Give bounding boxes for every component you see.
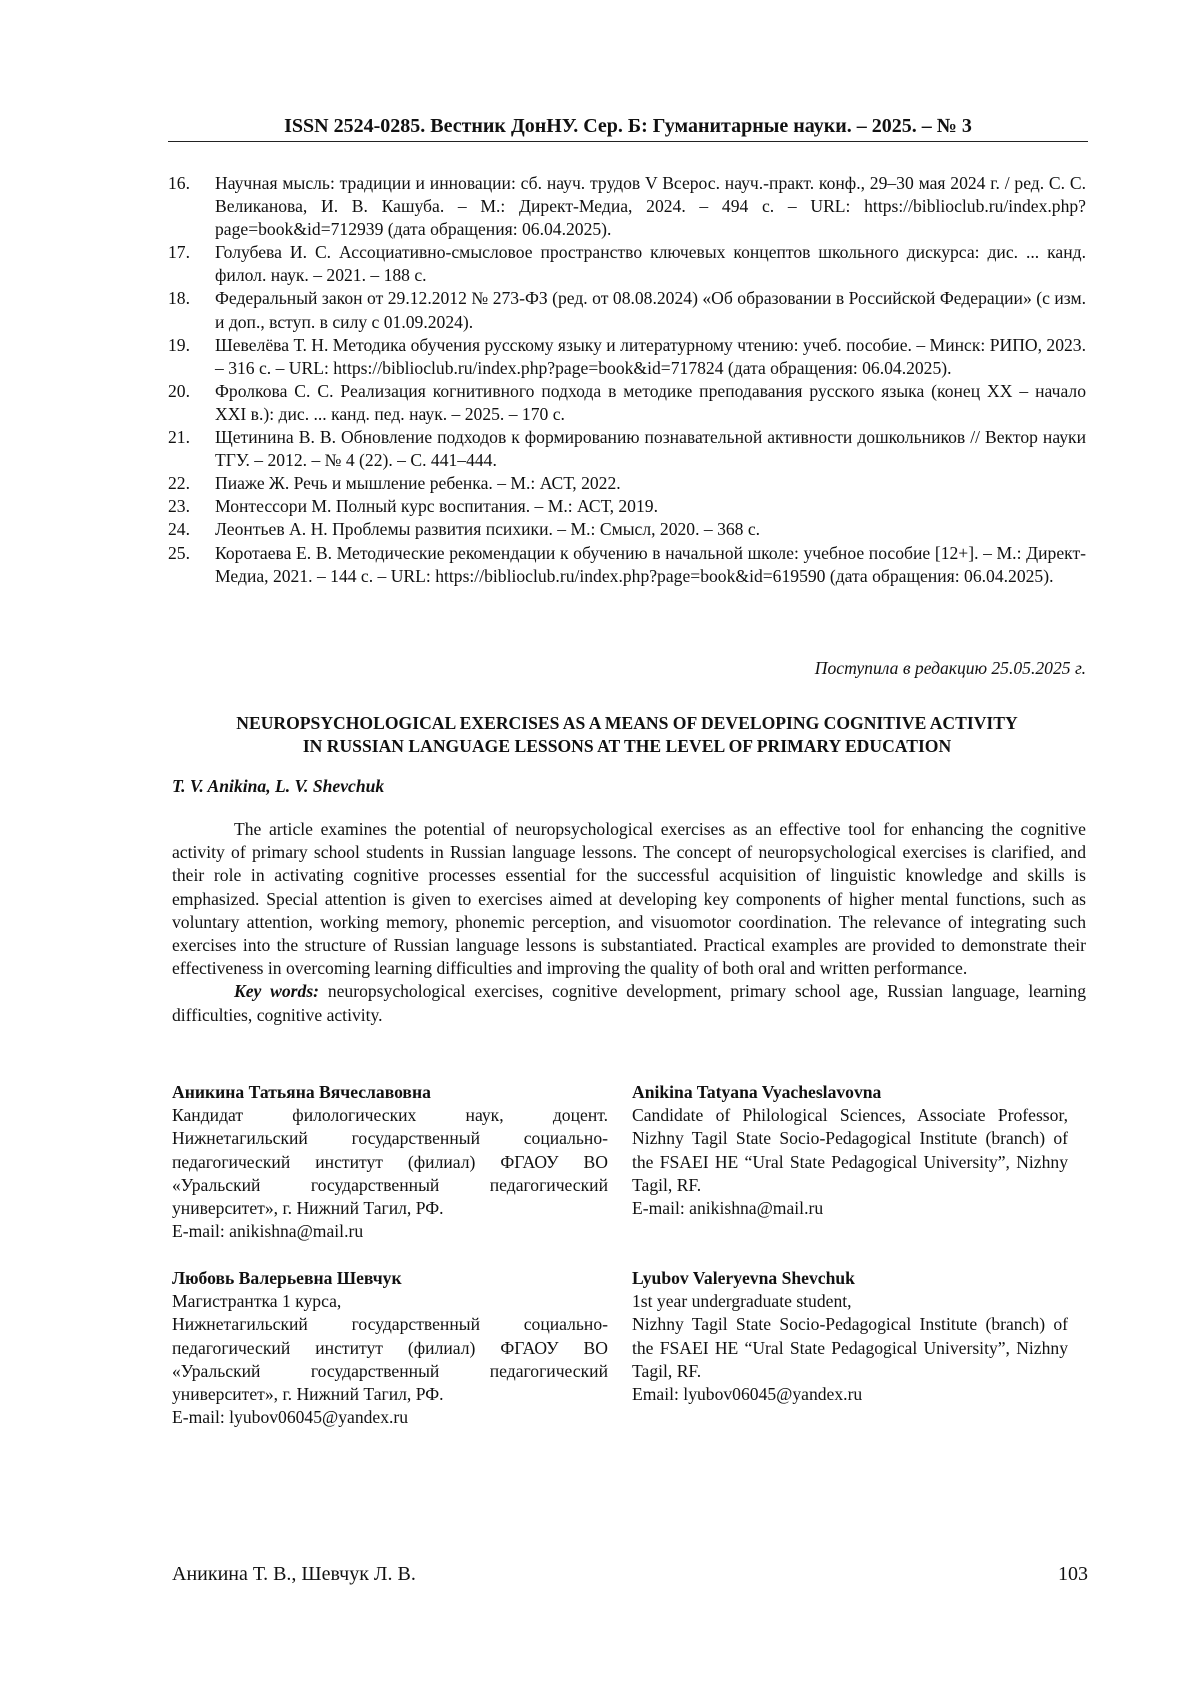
- reference-number: 20.: [168, 380, 190, 401]
- author-position: Магистрантка 1 курса,: [172, 1291, 342, 1312]
- reference-text: Фролкова С. С. Реализация когнитивного подхода в методике преподавания русского языка (конец XX – начало XXI в.): дис. ... канд. пед. наук. – 2025. – 170 с.: [215, 380, 1086, 424]
- article-title-line: IN RUSSIAN LANGUAGE LESSONS AT THE LEVEL OF PRIMARY EDUCATION: [302, 736, 952, 756]
- reference-number: 21.: [168, 427, 190, 448]
- abstract: [172, 818, 1086, 1027]
- reference-text: Шевелёва Т. Н. Методика обучения русскому языку и литературному чтению: учеб. пособие. – Минск: РИПО, 2023. – 316 с. – URL: https://biblioclub.ru/index.php?page=book&id=717824 (дата обращения: 06.04.2025).: [215, 334, 1086, 378]
- article-authors: T. V. Anikina, L. V. Shevchuk: [172, 776, 385, 796]
- author-description: Нижнетагильский государственный социально-педагогический институт (филиал) ФГАОУ ВО «Уральский государственный педагогический университет», г. Нижний Тагил, РФ.: [172, 1314, 608, 1405]
- author1-info-en: [632, 1081, 1068, 1220]
- author-name: Аникина Татьяна Вячеславовна: [172, 1082, 431, 1102]
- author1-info-ru: [172, 1081, 608, 1243]
- reference-number: 24.: [168, 519, 190, 540]
- abstract-text: The article examines the potential of neuropsychological exercises as an effective tool for enhancing the cognitive activity of primary school students in Russian language lessons. The concept of neuropsychological exercises is clarified, and their role in activating cognitive processes essential for the successful acquisition of linguistic knowledge and skills is emphasized. Special attention is given to exercises aimed at developing key components of higher mental functions, such as voluntary attention, working memory, phonemic perception, and visuomotor coordination. The relevance of integrating such exercises into the structure of Russian language lessons is substantiated. Practical examples are provided to demonstrate their effectiveness in overcoming learning difficulties and improving the quality of both oral and written performance.: [172, 819, 1086, 979]
- author-name: Любовь Валерьевна Шевчук: [172, 1268, 402, 1288]
- author-email: E-mail: anikishna@mail.ru: [172, 1221, 364, 1242]
- reference-item: [168, 542, 1086, 588]
- keywords-label: Key words:: [234, 981, 320, 1002]
- article-title-line: NEUROPSYCHOLOGICAL EXERCISES AS A MEANS OF DEVELOPING COGNITIVE ACTIVITY: [236, 713, 1018, 733]
- page-number: 103: [1058, 1563, 1088, 1585]
- author2-info-ru: [172, 1267, 608, 1429]
- reference-item: [168, 287, 1086, 333]
- reference-list: [168, 172, 1086, 588]
- reference-text: Коротаева Е. В. Методические рекомендации к обучению в начальной школе: учебное пособие [12+]. – М.: Директ-Медиа, 2021. – 144 с. – URL: https://biblioclub.ru/index.php?page=book&id=619590 (дата обращения: 06.04.2025).: [215, 542, 1086, 586]
- reference-item: [168, 380, 1086, 426]
- reference-text: Голубева И. С. Ассоциативно-смысловое пространство ключевых концептов школьного дискурса: дис. ... канд. филол. наук. – 2021. – 188 с.: [215, 242, 1086, 286]
- reference-item: [168, 495, 1086, 518]
- author-description: Nizhny Tagil State Socio-Pedagogical Institute (branch) of the FSAEI HE “Ural State Pedagogical University”, Nizhny Tagil, RF.: [632, 1314, 1068, 1381]
- reference-number: 16.: [168, 173, 190, 193]
- reference-item: [168, 241, 1086, 287]
- received-date: Поступила в редакцию 25.05.2025 г.: [814, 658, 1086, 678]
- reference-item: [168, 172, 1086, 241]
- reference-text: Щетинина В. В. Обновление подходов к формированию познавательной активности дошкольников // Вектор науки ТГУ. – 2012. – № 4 (22). – С. 441–444.: [215, 427, 1086, 471]
- reference-item: [168, 472, 1086, 495]
- reference-number: 22.: [168, 473, 190, 494]
- reference-text: Научная мысль: традиции и инновации: сб. науч. трудов V Всерос. науч.-практ. конф., 29–30 мая 2024 г. / ред. С. С. Великанова, И. В. Кашуба. – М.: Директ-Медиа, 2024. – 494 с. – URL: https://biblioclub.ru/index.php?page=book&id=712939 (дата обращения: 06.04.2025).: [215, 173, 1086, 240]
- header-rule: [168, 141, 1088, 142]
- reference-text: Монтессори М. Полный курс воспитания. – М.: АСТ, 2019.: [215, 496, 658, 517]
- reference-number: 25.: [168, 542, 190, 563]
- journal-header: ISSN 2524-0285. Вестник ДонНУ. Сер. Б: Гуманитарные науки. – 2025. – № 3: [284, 115, 972, 137]
- author-name: Anikina Tatyana Vyacheslavovna: [632, 1082, 882, 1102]
- reference-number: 23.: [168, 496, 190, 517]
- author-email: E-mail: lyubov06045@yandex.ru: [172, 1407, 409, 1428]
- author2-info-en: [632, 1267, 1068, 1406]
- reference-item: [168, 518, 1086, 541]
- keywords-text: neuropsychological exercises, cognitive development, primary school age, Russian language, learning difficulties, cognitive activity.: [172, 981, 1086, 1025]
- author-description: Кандидат филологических наук, доцент. Нижнетагильский государственный социально-педагогический институт (филиал) ФГАОУ ВО «Уральский государственный педагогический университет», г. Нижний Тагил, РФ.: [172, 1105, 608, 1219]
- author-name: Lyubov Valeryevna Shevchuk: [632, 1268, 855, 1288]
- reference-number: 19.: [168, 334, 190, 355]
- reference-number: 17.: [168, 242, 190, 263]
- keywords: [172, 980, 1086, 1026]
- reference-text: Леонтьев А. Н. Проблемы развития психики. – М.: Смысл, 2020. – 368 с.: [215, 519, 761, 540]
- reference-item: [168, 334, 1086, 380]
- author-email: E-mail: anikishna@mail.ru: [632, 1198, 824, 1219]
- author-email: Email: lyubov06045@yandex.ru: [632, 1384, 863, 1405]
- reference-item: [168, 426, 1086, 472]
- author-description: Candidate of Philological Sciences, Associate Professor, Nizhny Tagil State Socio-Pedagogical Institute (branch) of the FSAEI HE “Ural State Pedagogical University”, Nizhny Tagil, RF.: [632, 1105, 1068, 1195]
- reference-text: Пиаже Ж. Речь и мышление ребенка. – М.: АСТ, 2022.: [215, 473, 621, 494]
- footer-authors: Аникина Т. В., Шевчук Л. В.: [172, 1563, 416, 1585]
- author-position: 1st year undergraduate student,: [632, 1291, 852, 1312]
- reference-number: 18.: [168, 288, 190, 309]
- article-title: [168, 712, 1086, 758]
- reference-text: Федеральный закон от 29.12.2012 № 273-ФЗ (ред. от 08.08.2024) «Об образовании в Российской Федерации» (с изм. и доп., вступ. в силу с 01.09.2024).: [215, 288, 1086, 332]
